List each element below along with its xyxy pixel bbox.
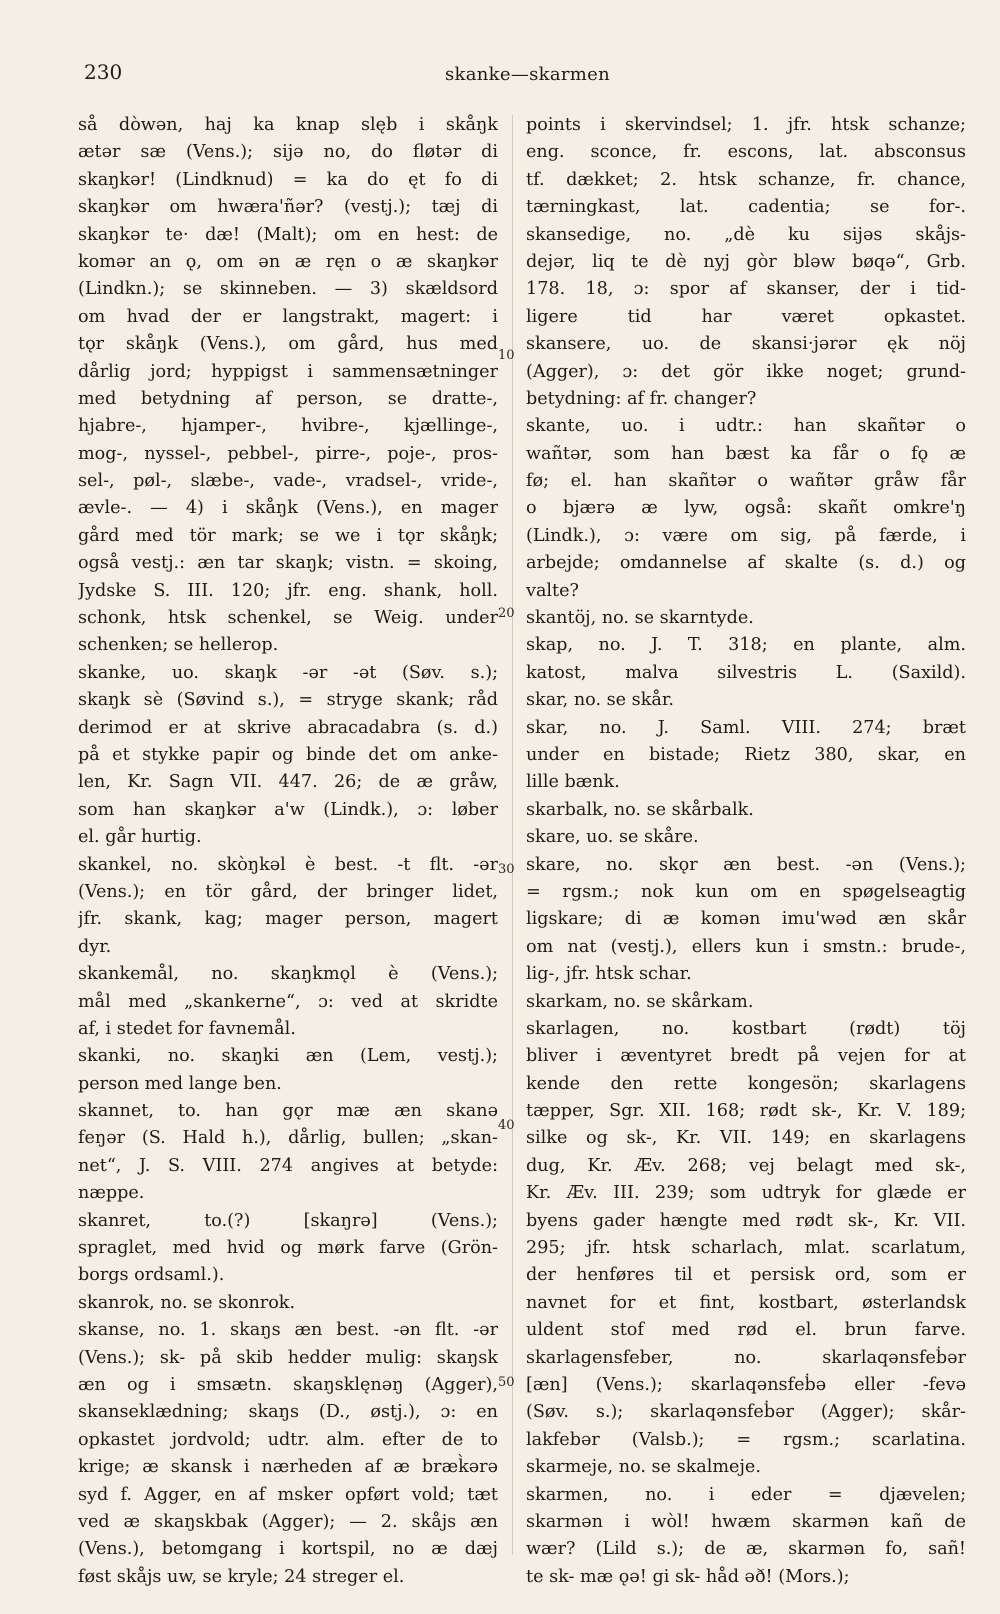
right-column-line: uldent stof med rød el. brun farve. xyxy=(526,1320,966,1341)
right-column-line: Kr. Æv. III. 239; som udtryk for glæde er xyxy=(526,1183,966,1204)
right-column-line: byens gader hængte med rødt sk-, Kr. VII. xyxy=(526,1210,966,1231)
left-column-line: ved æ skaŋskbak (Agger); — 2. skåjs æn xyxy=(78,1511,498,1532)
left-column-line: net“, J. S. VIII. 274 angives at betyde: xyxy=(78,1155,498,1176)
right-column xyxy=(526,112,966,1591)
left-column-line: skaŋkər om hwæra'ñər? (vestj.); tæj di xyxy=(78,197,498,218)
line-number-marker: 20 xyxy=(498,606,515,621)
left-column-line: skannet, to. han gǫr mæ æn skanə xyxy=(78,1101,498,1122)
left-column-line: ævle-. — 4) i skåŋk (Vens.), en mager xyxy=(78,498,498,519)
left-column-line: af, i stedet for favnemål. xyxy=(78,1018,296,1039)
right-column-line: skap, no. J. T. 318; en plante, alm. xyxy=(526,635,966,656)
right-column-line: skare, no. skǫr æn best. -ən (Vens.); xyxy=(526,854,966,875)
right-column-line: dug, Kr. Æv. 268; vej belagt med sk-, xyxy=(526,1155,966,1176)
right-column-line: 295; jfr. htsk scharlach, mlat. scarlatum, xyxy=(526,1238,966,1259)
left-column-line: syd f. Agger, en af msker opført vold; tæt xyxy=(78,1484,498,1505)
right-column-line: [æn] (Vens.); skarlaqənsfeḃə eller -fevə xyxy=(526,1374,966,1395)
right-column-line: fø; el. han skañtər o wañtər gråw får xyxy=(526,471,966,492)
right-column-line: betydning: af fr. changer? xyxy=(526,388,757,409)
left-column-line: på et stykke papir og binde det om anke- xyxy=(78,744,498,765)
right-column-line: skare, uo. se skåre. xyxy=(526,827,699,848)
right-column-line: skansedige, no. „dè ku sijəs skåjs- xyxy=(526,224,966,245)
right-column-line: (Lindk.), ɔ: være om sig, på færde, i xyxy=(526,525,966,546)
left-column-line: schonk, htsk schenkel, se Weig. under xyxy=(78,608,498,629)
left-column-line: derimod er at skrive abracadabra (s. d.) xyxy=(78,717,498,738)
right-column-line: points i skervindsel; 1. jfr. htsk schanze; xyxy=(526,115,966,135)
left-column-line: mål med „skankerne“, ɔ: ved at skridte xyxy=(78,991,498,1012)
right-column-line: tf. dækket; 2. htsk schanze, fr. chance, xyxy=(526,169,966,190)
right-column-line: skarkam, no. se skårkam. xyxy=(526,991,754,1012)
right-column-line: te sk- mæ ǫə! gi sk- håd əð! (Mors.); xyxy=(526,1566,850,1587)
right-column-line: der henføres til et persisk ord, som er xyxy=(526,1265,966,1286)
right-column-line: kende den rette kongesön; skarlagens xyxy=(526,1073,966,1094)
left-column-line: (Lindkn.); se skinneben. — 3) skældsord xyxy=(78,279,498,300)
left-column-line: hjabre-, hjamper-, hvibre-, kjællinge-, xyxy=(78,416,498,437)
left-column-line: skaŋk sè (Søvind s.), = stryge skank; råd xyxy=(78,690,498,711)
left-column-line: mog-, nyssel-, pebbel-, pirre-, poje-, pros- xyxy=(78,443,498,464)
right-column-line: under en bistade; Rietz 380, skar, en xyxy=(526,744,966,765)
right-column-line: skarmen, no. i eder = djævelen; xyxy=(526,1484,966,1505)
left-column-line: dårlig jord; hyppigst i sammensætninger xyxy=(78,361,498,382)
left-column-line: føst skåjs uw, se kryle; 24 streger el. xyxy=(78,1566,405,1587)
right-column-line: om nat (vestj.), ellers kun i smstn.: brude-, xyxy=(526,936,966,957)
left-column-line: skanseklædning; skaŋs (D., østj.), ɔ: en xyxy=(78,1402,498,1423)
right-column-line: (Søv. s.); skarlaqənsfeḃər (Agger); skår- xyxy=(526,1402,966,1423)
page-number: 230 xyxy=(84,60,123,84)
left-column-line: skanrok, no. se skonrok. xyxy=(78,1292,296,1313)
left-column-line: (Vens.); en tör gård, der bringer lidet, xyxy=(78,881,498,902)
right-column-line: ligskare; di æ komən imu'wəd æn skår xyxy=(526,909,966,930)
left-column-line: om hvad der er langstrakt, magert: i xyxy=(78,306,498,327)
running-head: skanke—skarmen xyxy=(445,64,611,85)
left-column-line: skaŋkər! (Lindknud) = ka do ęt fo di xyxy=(78,169,498,190)
right-column-line: = rgsm.; nok kun om en spøgelseagtig xyxy=(526,881,966,902)
right-column-line: skarbalk, no. se skårbalk. xyxy=(526,799,754,820)
right-column-line: skarmeje, no. se skalmeje. xyxy=(526,1457,761,1478)
left-column-line: næppe. xyxy=(78,1183,145,1204)
right-column-line: eng. sconce, fr. escons, lat. absconsus xyxy=(526,142,966,163)
right-column-line: skante, uo. i udtr.: han skañtər o xyxy=(526,416,966,437)
left-column-line: æn og i smsætn. skaŋsklęnəŋ (Agger), xyxy=(78,1374,498,1395)
left-column-line: komər an ǫ, om ən æ ręn o æ skaŋkər xyxy=(78,251,498,272)
left-column-line: gård med tör mark; se we i tǫr skåŋk; xyxy=(78,525,498,546)
left-column-line: Jydske S. III. 120; jfr. eng. shank, holl. xyxy=(78,580,498,601)
right-column-line: bliver i æventyret bredt på vejen for at xyxy=(526,1046,966,1067)
left-column-line: ætər sæ (Vens.); sijə no, do fløtər di xyxy=(78,142,498,163)
right-column-line: skansere, uo. de skansi·jərər ęk nöj xyxy=(526,334,966,355)
left-column-line: feŋər (S. Hald h.), dårlig, bullen; „skan- xyxy=(78,1128,498,1149)
right-column-line: tærningkast, lat. cadentia; se for-. xyxy=(526,197,966,218)
left-column-line: med betydning af person, se dratte-, xyxy=(78,388,498,409)
left-column-line: skankel, no. skòŋkəl è best. -t flt. -ər xyxy=(78,854,498,875)
left-column-line: så dòwən, haj ka knap slęb i skåŋk xyxy=(78,115,498,135)
left-column-line: skankemål, no. skaŋkmǫl è (Vens.); xyxy=(78,964,498,985)
right-column-line: tæpper, Sgr. XII. 168; rødt sk-, Kr. V. 189; xyxy=(526,1101,966,1122)
right-column-line: skar, no. se skår. xyxy=(526,690,674,711)
line-number-marker: 40 xyxy=(498,1118,515,1133)
right-column-line: silke og sk-, Kr. VII. 149; en skarlagens xyxy=(526,1128,966,1149)
right-column-line: o bjærə æ lyw, også: skañt omkre'ŋ xyxy=(526,498,966,519)
line-number-marker: 30 xyxy=(498,862,515,877)
left-column-line: opkastet jordvold; udtr. alm. efter de to xyxy=(78,1429,498,1450)
right-column-line: ligere tid har været opkastet. xyxy=(526,306,966,327)
right-column-line: skarmən i wòl! hwæm skarmən kañ de xyxy=(526,1511,966,1532)
right-column-line: valte? xyxy=(526,580,579,601)
left-column-line: borgs ordsaml.). xyxy=(78,1265,225,1286)
left-column xyxy=(78,112,498,1591)
right-column-line: navnet for et fint, kostbart, østerlandsk xyxy=(526,1292,966,1313)
line-number-marker: 50 xyxy=(498,1375,515,1390)
right-column-line: skarlagen, no. kostbart (rødt) töj xyxy=(526,1018,966,1039)
left-column-line: skanse, no. 1. skaŋs æn best. -ən flt. -ər xyxy=(78,1320,498,1341)
line-number-marker: 10 xyxy=(498,348,515,363)
right-column-line: lig-, jfr. htsk schar. xyxy=(526,964,692,985)
left-column-line: skanke, uo. skaŋk -ər -ət (Søv. s.); xyxy=(78,662,498,683)
left-column-line: sel-, pøl-, slæbe-, vade-, vradsel-, vride-, xyxy=(78,471,498,492)
right-column-line: skar, no. J. Saml. VIII. 274; bræt xyxy=(526,717,966,738)
right-column-line: skantöj, no. se skarntyde. xyxy=(526,608,754,629)
right-column-line: lakfebər (Valsb.); = rgsm.; scarlatina. xyxy=(526,1429,966,1450)
right-column-line: arbejde; omdannelse af skalte (s. d.) og xyxy=(526,553,966,574)
left-column-line: skanret, to.(?) [skaŋrə] (Vens.); xyxy=(78,1210,498,1231)
right-column-line: wær? (Lild s.); de æ, skarmən fo, sañ! xyxy=(526,1539,966,1560)
left-column-line: skaŋkər te· dæ! (Malt); om en hest: de xyxy=(78,224,498,245)
right-column-line: dejər, liq te dè nyj gòr bləw bøqə“, Grb. xyxy=(526,251,966,272)
left-column-line: (Vens.); sk- på skib hedder mulig: skaŋsk xyxy=(78,1347,498,1368)
left-column-line: også vestj.: æn tar skaŋk; vistn. = skoing, xyxy=(78,553,498,574)
left-column-line: krige; æ skansk i nærheden af æ bræk̀ərə xyxy=(78,1457,498,1478)
left-column-line: (Vens.), betomgang i kortspil, no æ dæj xyxy=(78,1539,498,1560)
left-column-line: som han skaŋkər a'w (Lindk.), ɔ: løber xyxy=(78,799,498,820)
left-column-line: len, Kr. Sagn VII. 447. 26; de æ gråw, xyxy=(78,772,498,793)
left-column-line: tǫr skåŋk (Vens.), om gård, hus med xyxy=(78,334,498,355)
right-column-line: (Agger), ɔ: det gör ikke noget; grund- xyxy=(526,361,966,382)
left-column-line: schenken; se hellerop. xyxy=(78,635,279,656)
left-column-line: el. går hurtig. xyxy=(78,827,202,848)
left-column-line: skanki, no. skaŋki æn (Lem, vestj.); xyxy=(78,1046,498,1067)
right-column-line: 178. 18, ɔ: spor af skanser, der i tid- xyxy=(526,279,966,300)
right-column-line: skarlagensfeber, no. skarlaqənsfeḃər xyxy=(526,1347,966,1368)
right-column-line: katost, malva silvestris L. (Saxild). xyxy=(526,662,966,683)
right-column-line: wañtər, som han bæst ka får o fǫ æ xyxy=(526,443,966,464)
page-header xyxy=(0,56,1000,96)
left-column-line: spraglet, med hvid og mørk farve (Grön- xyxy=(78,1238,498,1259)
left-column-line: person med lange ben. xyxy=(78,1073,282,1094)
column-divider xyxy=(512,115,513,1555)
right-column-line: lille bænk. xyxy=(526,772,620,793)
left-column-line: dyr. xyxy=(78,936,112,957)
left-column-line: jfr. skank, kag; mager person, magert xyxy=(78,909,498,930)
